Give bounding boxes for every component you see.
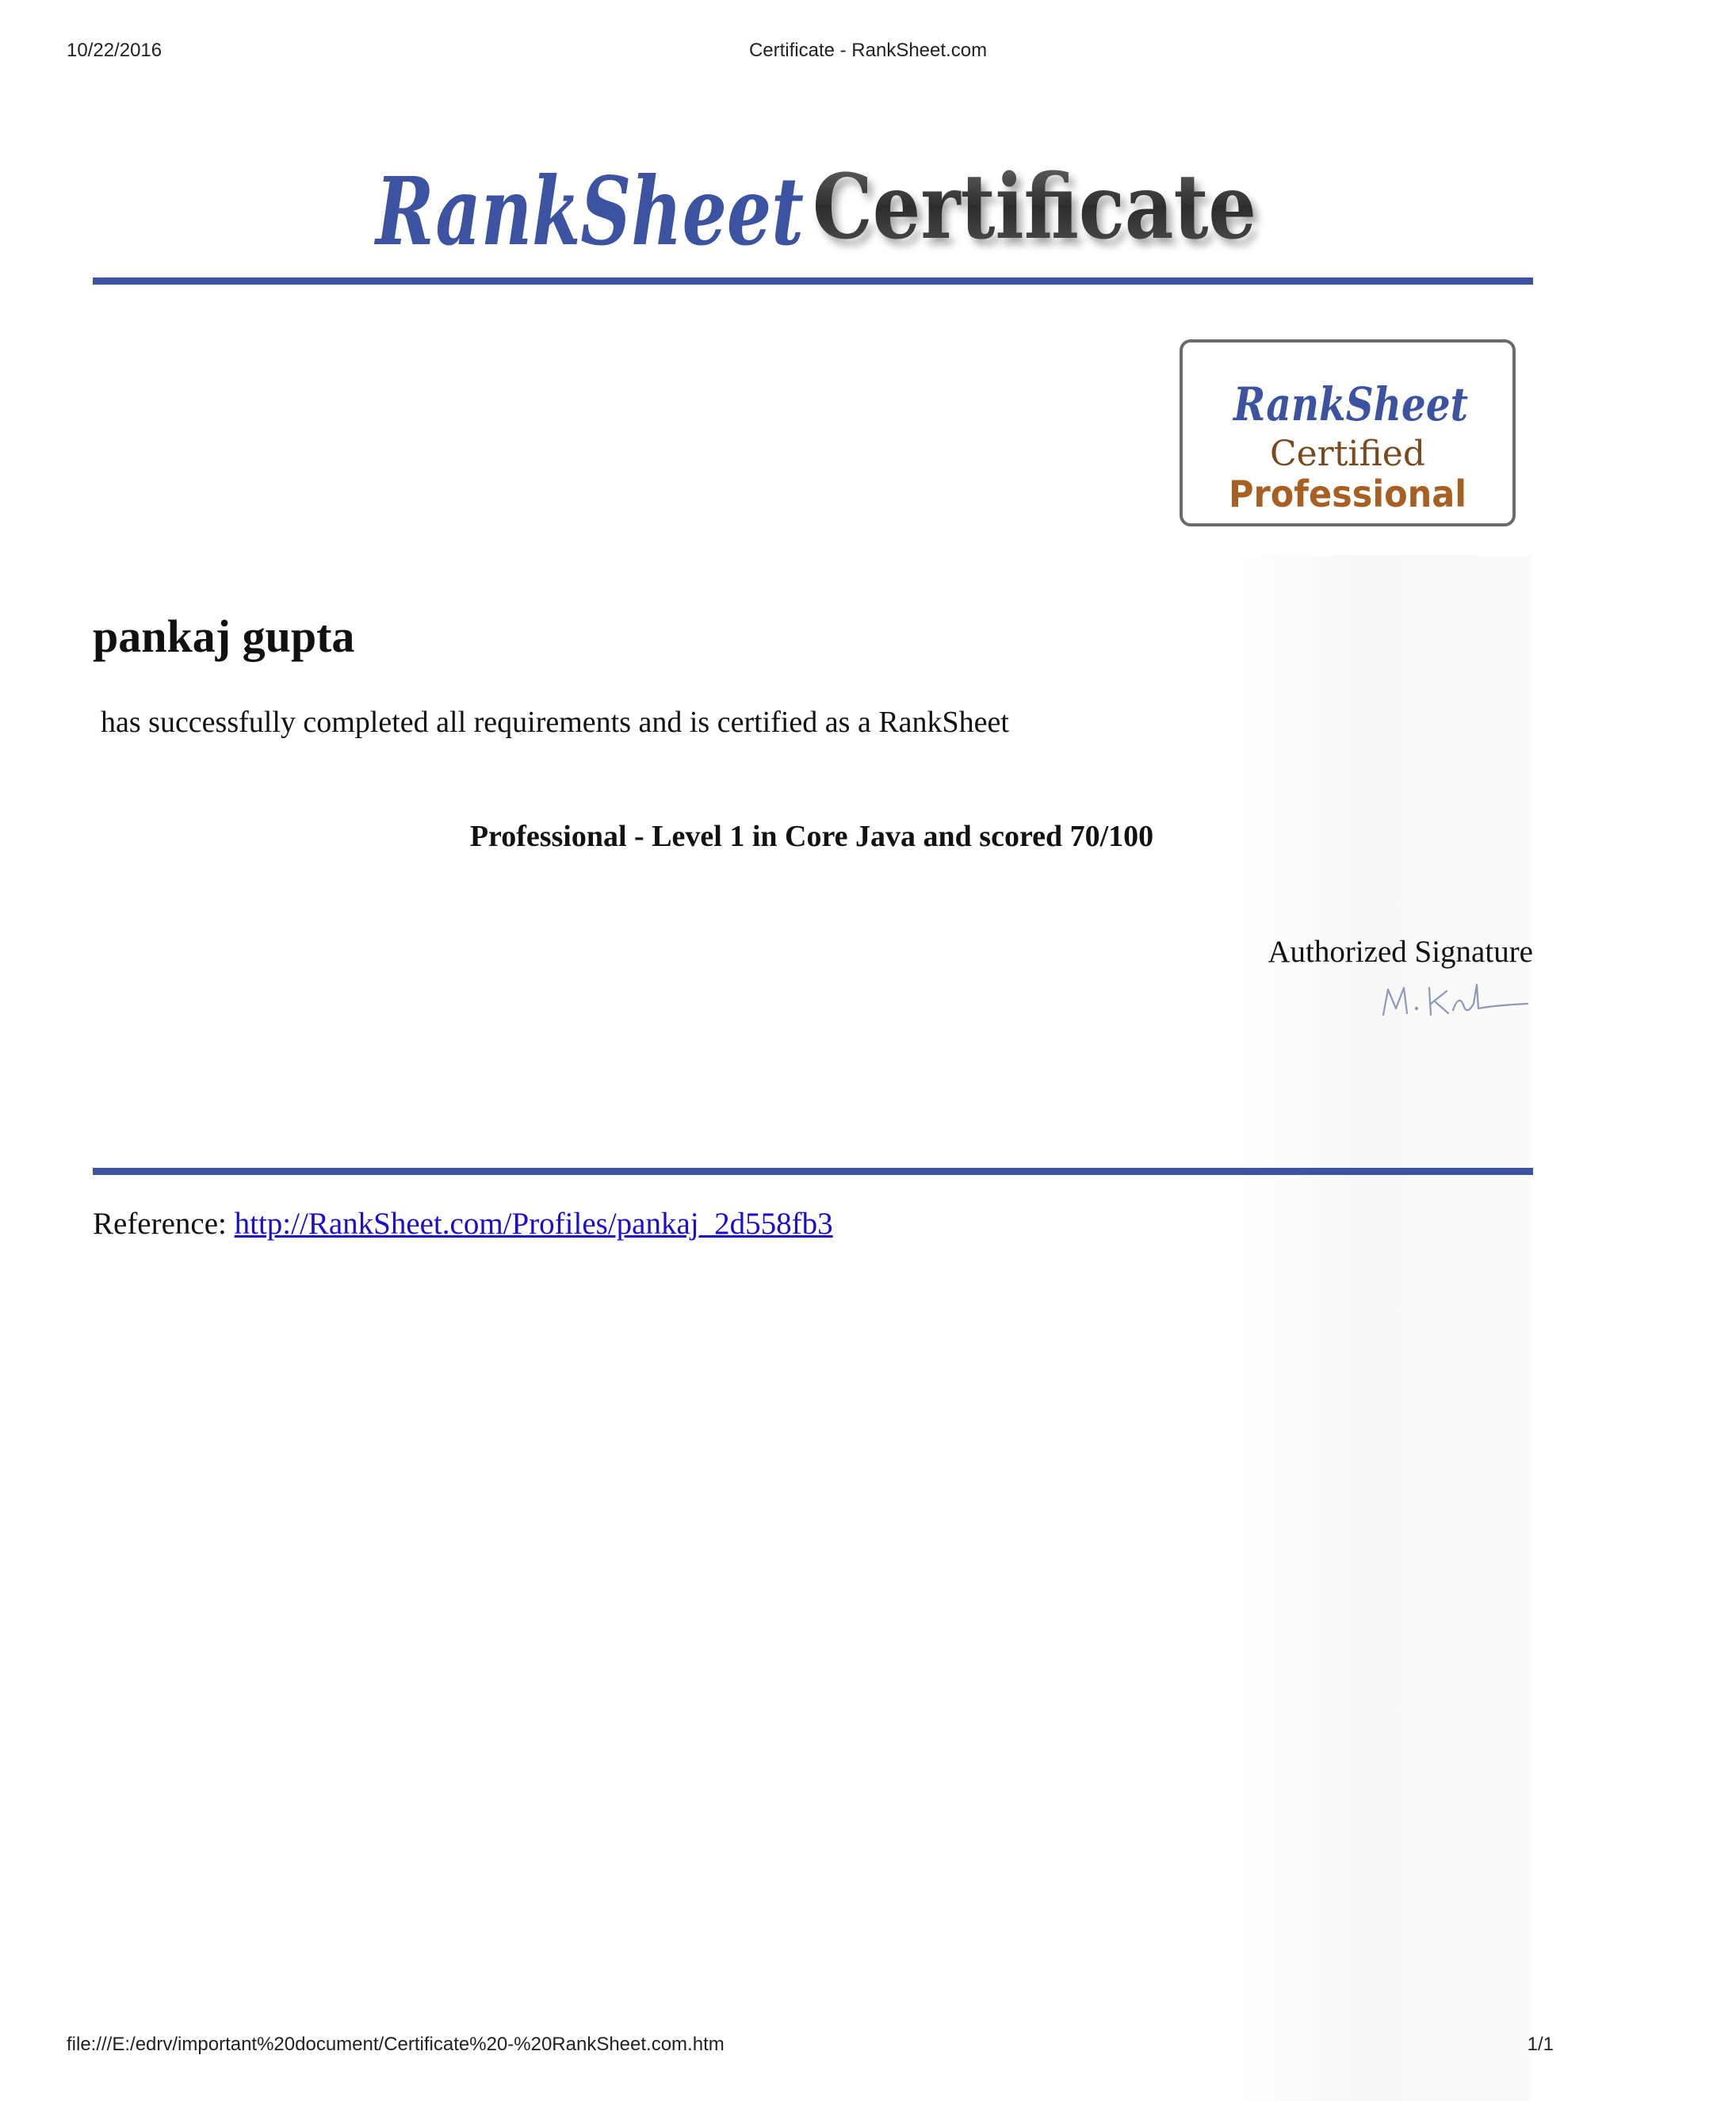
print-file-path: file:///E:/edrv/important%20document/Certificate%20-%20RankSheet.com.htm [67, 2034, 725, 2055]
banner-logo-text: RankSheet [373, 156, 804, 266]
print-page-count: 1/1 [1527, 2034, 1554, 2055]
reference-label: Reference: [93, 1207, 227, 1241]
profile-link[interactable]: http://RankSheet.com/Profiles/pankaj_2d558fb3 [234, 1207, 833, 1241]
handwritten-signature [1375, 977, 1534, 1024]
print-header [0, 40, 1623, 67]
print-footer [0, 2034, 1623, 2061]
authorized-signature-label: Authorized Signature [1268, 935, 1533, 969]
page-shading [1237, 555, 1531, 2101]
recipient-name: pankaj gupta [93, 610, 355, 662]
certificate-banner [365, 87, 1268, 266]
bottom-divider [93, 1168, 1533, 1175]
print-date: 10/22/2016 [67, 40, 163, 61]
reference-line [93, 1204, 833, 1245]
badge-professional: Professional [1229, 473, 1466, 515]
banner-heading: Certificate [813, 155, 1256, 259]
print-page-title: Certificate - RankSheet.com [748, 40, 988, 61]
certified-professional-badge [1180, 339, 1516, 526]
certification-statement: has successfully completed all requirements and is certified as a RankSheet [101, 706, 1009, 739]
top-divider [93, 277, 1533, 285]
badge-certified: Certified [1269, 434, 1426, 474]
certification-level: Professional - Level 1 in Core Java and scored 70/100 [469, 820, 1154, 853]
badge-logo-text: RankSheet [1232, 377, 1469, 431]
